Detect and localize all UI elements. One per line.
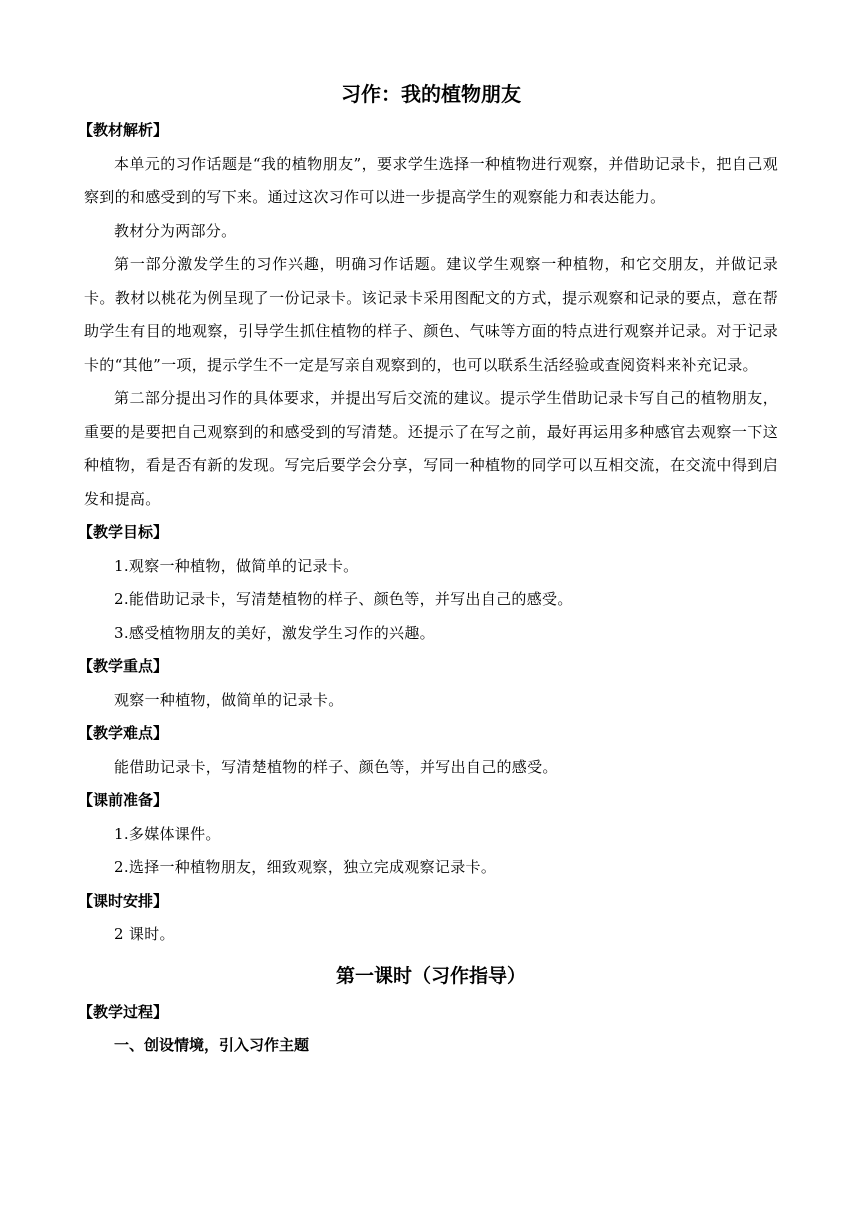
preparation-item: 2.选择一种植物朋友，细致观察，独立完成观察记录卡。 xyxy=(114,858,497,876)
preparation-item: 1.多媒体课件。 xyxy=(114,824,221,843)
section-heading-analysis: 【教材解析】 xyxy=(78,121,169,139)
section-heading-preparation: 【课前准备】 xyxy=(78,791,169,809)
key-points-text: 观察一种植物，做简单的记录卡。 xyxy=(114,690,344,709)
process-step-one: 一、创设情境，引入习作主题 xyxy=(114,1036,310,1054)
section-process xyxy=(78,996,778,1063)
section-heading-schedule: 【课时安排】 xyxy=(78,891,169,910)
goal-item: 1.观察一种植物，做简单的记录卡。 xyxy=(114,556,359,575)
section-schedule xyxy=(78,885,778,952)
section-heading-process: 【教学过程】 xyxy=(78,1002,169,1021)
document-page xyxy=(78,78,778,1063)
difficulties-text: 能借助记录卡，写清楚植物的样子、颜色等，并写出自己的感受。 xyxy=(114,757,558,776)
document-title: 习作：我的植物朋友 xyxy=(341,82,521,106)
section-preparation xyxy=(78,784,778,885)
section-goals xyxy=(78,516,778,650)
analysis-paragraph: 教材分为两部分。 xyxy=(114,221,237,240)
lesson-one-title: 第一课时（习作指导） xyxy=(335,964,526,987)
schedule-text: 2 课时。 xyxy=(114,925,175,943)
section-key-points xyxy=(78,650,778,717)
section-heading-goals: 【教学目标】 xyxy=(78,523,169,541)
analysis-paragraph: 第一部分激发学生的习作兴趣，明确习作话题。建议学生观察一种植物，和它交朋友，并做记录卡。教材以桃花为例呈现了一份记录卡。该记录卡采用图配文的方式，提示观察和记录的要点，意在帮助学生有目的地观察，引导学生抓住植物的样子、颜色、气味等方面的特点进行观察并记录。对于记录卡的“其他”一项，提示学生不一定是写亲自观察到的，也可以联系生活经验或查阅资料来补充记录。 xyxy=(84,255,778,374)
section-difficulties xyxy=(78,717,778,784)
section-heading-key-points: 【教学重点】 xyxy=(78,657,169,675)
section-analysis xyxy=(78,114,778,516)
analysis-paragraph: 本单元的习作话题是“我的植物朋友”，要求学生选择一种植物进行观察，并借助记录卡，把自己观察到的和感受到的写下来。通过这次习作可以进一步提高学生的观察能力和表达能力。 xyxy=(84,154,778,206)
goal-item: 3.感受植物朋友的美好，激发学生习作的兴趣。 xyxy=(114,623,435,642)
section-heading-difficulties: 【教学难点】 xyxy=(78,724,169,742)
analysis-paragraph: 第二部分提出习作的具体要求，并提出写后交流的建议。提示学生借助记录卡写自己的植物朋友，重要的是要把自己观察到的和感受到的写清楚。还提示了在写之前，最好再运用多种感官去观察一下这种植物，看是否有新的发现。写完后要学会分享，写同一种植物的同学可以互相交流，在交流中得到启发和提高。 xyxy=(84,389,778,508)
goal-item: 2.能借助记录卡，写清楚植物的样子、颜色等，并写出自己的感受。 xyxy=(114,590,573,608)
